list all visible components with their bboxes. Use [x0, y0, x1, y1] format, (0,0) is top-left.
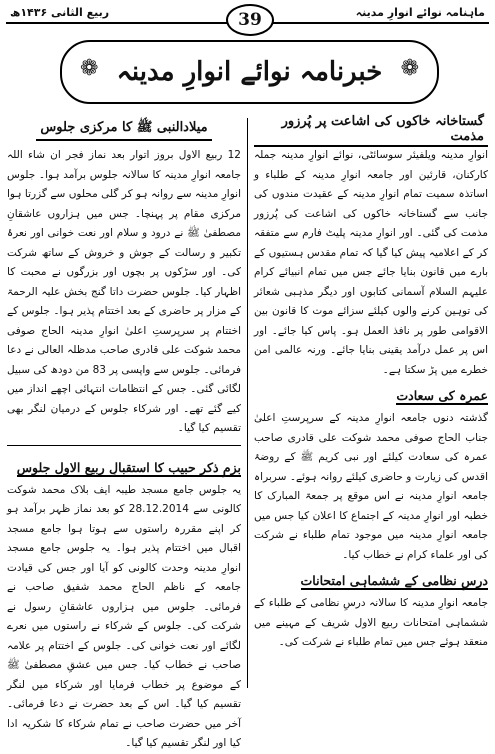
issue-date: ربیع الثانی ۱۴۳۶ھ — [10, 6, 110, 19]
ornament-icon: ❁ — [80, 56, 99, 81]
column-divider — [247, 118, 248, 688]
section-heading — [254, 113, 488, 144]
article-paragraph: انوارِ مدینہ ویلفیئر سوسائٹی، نوائے انوارِ مدینہ جملہ کارکنان، قارئین اور جامعہ انوارِ مدینہ کے طلباء و اساتذہ سمیت تمام انوارِ مدینہ کے عقیدت مندوں کی جانب سے گستاخانہ خاکوں کی اشاعت کی پُرزور مذمت کی گئی۔ اور انوارِ مدینہ پلیٹ فارم سے متفقہ کر کے اعلامیہ پیش کیا گیا کہ تمام مقدس ہستیوں کے بارے میں قانون بنایا جائے جس میں تمام انبیائے کرام علیہم السلام آسمانی کتابوں اور دیگر مذہبی شعائر کی توہین کرنے والوں کیلئے سزائے موت کا قانون بین الاقوامی طور پر نافذ العمل ہو۔ پاس کیا جائے۔ اور اس پر عمل درآمد یقینی بنایا جائے۔ ورنہ عالمی امن خطرے میں پڑ سکتا ہے۔ — [254, 149, 488, 376]
article-paragraph: گذشتہ دنوں جامعہ انوارِ مدینہ کے سرپرستِ اعلیٰ جناب الحاج صوفی محمد شوکت علی قادری صاحب عمرہ کی سعادت کیلئے اور نبی کریم ﷺ کے روضۂ اقدس کی زیارت و حاضری کیلئے روانہ ہوئے۔ سربراہ جامعہ انوارِ مدینہ نے اس موقع پر جمعۃ المبارک کا خطبہ اور انوارِ مدینہ کے اجتماع کا اعلان کیا جس میں جامعہ انوارِ مدینہ میں موجود تمام طلباء نے شرکت کی اور علماء کرام نے خطاب کیا۔ — [254, 412, 488, 561]
heading-milad-procession: میلادالنبی ﷺ کا مرکزی جلوس — [36, 119, 211, 141]
article-paragraph: یہ جلوس جامع مسجد طیبہ ایف بلاک محمد شوکت کالونی سے 28.12.2014 کو بعد نماز ظہر برآمد ہو کر اپنے مقررہ راستوں سے ہوتا ہوا جامع مسجد اقبال میں اختتام پذیر ہوا۔ یہ جلوس جامع مسجد انوارِ مدینہ وحدت کالونی کو آیا اور جس کی قیادت جامعہ کے ناظم الحاج محمد شفیق صاحب نے فرمائی۔ جلوس میں ہزاروں عاشقانِ رسول نے شرکت کی۔ جلوس کے شرکاء نے راستوں میں نعرے لگائے اور نعت خوانی کی۔ جلوس کے اختتام پر علامہ صاحب نے خطاب کیا۔ جس میں عشقِ مصطفیٰ ﷺ کے موضوع پر خطاب فرمایا اور شرکاء میں لنگر تقسیم کیا گیا۔ اس کے بعد حضرت نے دعا فرمائی۔ آخر میں حضرت صاحب نے تمام شرکاء کا شکریہ ادا کیا اور لنگر تقسیم کیا گیا۔ — [7, 483, 241, 749]
heading-exams: درسِ نظامی کے ششماہی امتحانات — [300, 573, 488, 588]
right-column — [254, 113, 488, 653]
section-heading — [7, 118, 241, 142]
article-paragraph: جامعہ انوارِ مدینہ کا سالانہ درسِ نظامی کے طلباء کے ششماہی امتحانات ربیع الاول شریف کے مہینے میں منعقد ہوئے جس میں تمام طلباء نے شرکت کی۔ — [254, 597, 488, 648]
magazine-name: ماہنامہ نوائے انوارِ مدینہ — [355, 6, 485, 19]
title-banner — [60, 40, 439, 104]
ornament-icon: ❁ — [400, 56, 419, 81]
left-column — [7, 118, 241, 754]
section-rule — [7, 445, 241, 446]
banner-title: خبرنامہ نوائے انوارِ مدینہ — [116, 57, 383, 87]
article-paragraph: 12 ربیع الاول بروز اتوار بعد نماز فجر ان شاء اللہ جامعہ انوارِ مدینہ کا سالانہ جلوس برآمد ہوا۔ جلوس انوارِ مدینہ سے روانہ ہو کر گلی محلوں سے گزرتا ہوا مرکزی مقام پر پہنچا۔ جس میں ہزاروں عاشقانِ مصطفیٰ ﷺ نے درود و سلام اور نعت خوانی اور نعرۂ تکبیر و رسالت کے جوش و خروش کے ساتھ شرکت کی۔ اور سڑکوں پر بچوں اور بزرگوں نے محبت کا اظہار کیا۔ جلوس حضرت داتا گنج بخش علیہ الرحمۃ کے مزار پر حاضری کے بعد اختتام پذیر ہوا۔ جلوس کے اختتام پر سرپرستِ اعلیٰ انوارِ مدینہ الحاج صوفی محمد شوکت علی قادری صاحب مدظلہ العالی نے دعا فرمائی۔ جلوس سے واپسی پر 83 من دودھ کی سبیل لگائی گئی۔ جس کے انتظامات انتہائی اچھے انداز میں کیے گئے تھے۔ اور شرکاء جلوس کے درمیان لنگر بھی تقسیم کیا گیا۔ — [7, 149, 241, 434]
page-number: 39 — [226, 4, 274, 36]
heading-umrah: عمرہ کی سعادت — [396, 388, 488, 403]
heading-blasphemy-condemnation: گستاخانہ خاکوں کی اشاعت پر پُرزور مذمت — [254, 114, 488, 147]
heading-bazm-procession: بزمِ ذکرِ حبیب کا استقبالِ ربیع الاول جلوس — [16, 459, 241, 475]
